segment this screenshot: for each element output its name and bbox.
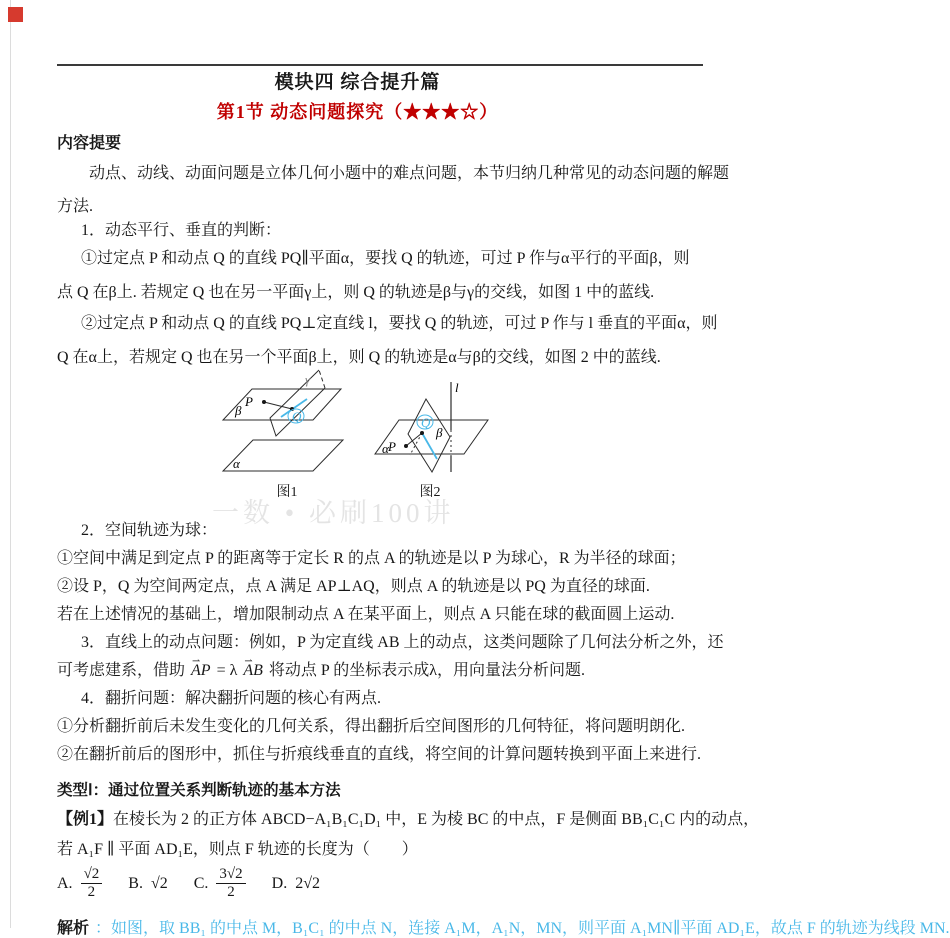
item1-heading: 1．动态平行、垂直的判断： <box>81 222 282 239</box>
choice-a-numerator: √2 <box>81 866 103 884</box>
section-title: 第1节 动态问题探究（★★★☆） <box>216 102 499 122</box>
item1-p1-line2: 点 Q 在β上. 若规定 Q 也在另一平面γ上，则 Q 的轨迹是β与γ的交线，如图 1 中的蓝线. <box>57 284 655 301</box>
choice-d-label: D. <box>271 874 288 892</box>
choice-c <box>194 866 246 901</box>
fig1-gamma-hidden-edge <box>319 370 325 388</box>
fig1-label-beta: β <box>235 403 242 418</box>
example-line1-text: 在棱长为 2 的正方体 ABCD−A₁B₁C₁D₁ 中，E 为棱 BC 的中点，F 是侧面 BB₁C₁C 内的动点， <box>113 811 760 828</box>
fig1-pq-segment <box>264 402 292 409</box>
choice-c-numerator: 3√2 <box>216 866 245 884</box>
fig2-label-q: Q <box>421 415 431 430</box>
item3-equals: = λ <box>216 662 238 679</box>
choice-d <box>272 875 320 893</box>
fig2-point-q <box>420 431 424 435</box>
choice-c-fraction <box>216 866 245 901</box>
fig2-label-alpha: α <box>382 441 389 456</box>
fig2-hidden-segment <box>410 433 422 455</box>
page-edge-line <box>10 0 11 928</box>
choice-a-fraction <box>81 866 103 901</box>
fig1-label-p: P <box>245 394 253 409</box>
choice-a-denominator: 2 <box>87 884 96 900</box>
fig1-label-q: Q <box>292 409 302 424</box>
fig2-diagram <box>372 368 572 493</box>
doc-title: 模块四 综合提升篇 <box>274 72 441 93</box>
fig2-label-p: P <box>388 439 396 454</box>
intro-line-2: 方法. <box>57 198 94 215</box>
vector-ab: AB ⇀ <box>243 662 263 679</box>
item1-p1-line1: ①过定点 P 和动点 Q 的直线 PQ∥平面α，要找 Q 的轨迹，可过 P 作与α平行的平面β，则 <box>81 250 690 267</box>
fig1-label-gamma: γ <box>305 372 311 387</box>
choice-c-denominator: 2 <box>227 884 235 900</box>
item2-heading: 2．空间轨迹为球： <box>81 522 218 539</box>
choice-b <box>128 875 167 893</box>
choice-b-value: √2 <box>150 874 168 892</box>
fig2-locus-line <box>422 433 437 459</box>
solution-line-clipped <box>57 915 950 938</box>
header-divider <box>57 64 703 66</box>
fig1-plane-alpha <box>223 440 343 471</box>
summary-heading: 内容提要 <box>57 135 122 152</box>
answer-choices <box>57 866 346 901</box>
example-line2: 若 A₁F ∥ 平面 AD₁E，则点 F 轨迹的长度为（ ） <box>57 841 418 858</box>
item1-p2-line1: ②过定点 P 和动点 Q 的直线 PQ⊥定直线 l，要找 Q 的轨迹，可过 P 作与 l 垂直的平面α，则 <box>81 315 718 332</box>
item2-line-b: ②设 P，Q 为空间两定点，点 A 满足 AP⊥AQ，则点 A 的轨迹是以 PQ 为直径的球面. <box>57 578 650 595</box>
intro-line-1: 动点、动线、动面问题是立体几何小题中的难点问题，本节归纳几种常见的动态问题的解题 <box>89 165 730 182</box>
solution-text: ：如图，取 BB₁ 的中点 M，B₁C₁ 的中点 N，连接 A₁M，A₁N，MN，则平面 A₁MN∥平面 AD₁E，故点 F 的轨迹为线段 MN. <box>95 920 950 937</box>
fig1-label-alpha: α <box>233 456 240 471</box>
item1-p2-line2: Q 在α上，若规定 Q 也在另一个平面β上，则 Q 的轨迹是α与β的交线，如图 2 中的蓝线. <box>57 349 661 366</box>
fig1-plane-gamma <box>270 370 325 436</box>
type-section-heading: 类型Ⅰ：通过位置关系判断轨迹的基本方法 <box>57 782 341 799</box>
fig2-point-p <box>404 444 408 448</box>
solution-label: 解析 <box>57 920 90 937</box>
red-corner-marker-icon <box>8 7 23 22</box>
item2-line-a: ①空间中满足到定点 P 的距离等于定长 R 的点 A 的轨迹是以 P 为球心，R 为半径的球面； <box>57 550 686 567</box>
choice-b-label: B. <box>128 874 143 892</box>
example-line1 <box>57 810 759 830</box>
choice-a-label: A. <box>57 874 73 892</box>
item4-line-b: ②在翻折前后的图形中，抓住与折痕线垂直的直线，将空间的计算问题转换到平面上来进行. <box>57 746 702 763</box>
example-label: 【例1】 <box>57 811 114 828</box>
choice-c-label: C. <box>193 874 209 892</box>
choice-a <box>57 866 102 901</box>
item3-line2-pre: 可考虑建系，借助 <box>57 662 186 679</box>
fig2-caption: 图2 <box>419 485 441 500</box>
fig1-point-p <box>262 400 266 404</box>
fig1-caption: 图1 <box>276 485 298 500</box>
vector-ap: AP ⇀ <box>191 662 211 679</box>
watermark: 一数 • 必刷100讲 <box>212 498 455 528</box>
fig2-label-beta: β <box>436 425 443 440</box>
item4-line-a: ①分析翻折前后未发生变化的几何关系，得出翻折后空间图形的几何特征，将问题明朗化. <box>57 718 686 735</box>
item3-line2 <box>57 661 585 681</box>
fig2-label-l: l <box>455 380 459 395</box>
item3-line1: 3．直线上的动点问题：例如，P 为定直线 AB 上的动点，这类问题除了几何法分析之外，还 <box>81 634 724 651</box>
item2-line-c: 若在上述情况的基础上，增加限制动点 A 在某平面上，则点 A 只能在球的截面圆上运动. <box>57 606 675 623</box>
choice-d-value: 2√2 <box>295 874 320 892</box>
fig2-plane-beta <box>408 399 450 472</box>
item3-line2-post: 将动点 P 的坐标表示成λ，用向量法分析问题. <box>268 662 585 679</box>
item4-heading: 4．翻折问题：解决翻折问题的核心有两点. <box>81 690 382 707</box>
